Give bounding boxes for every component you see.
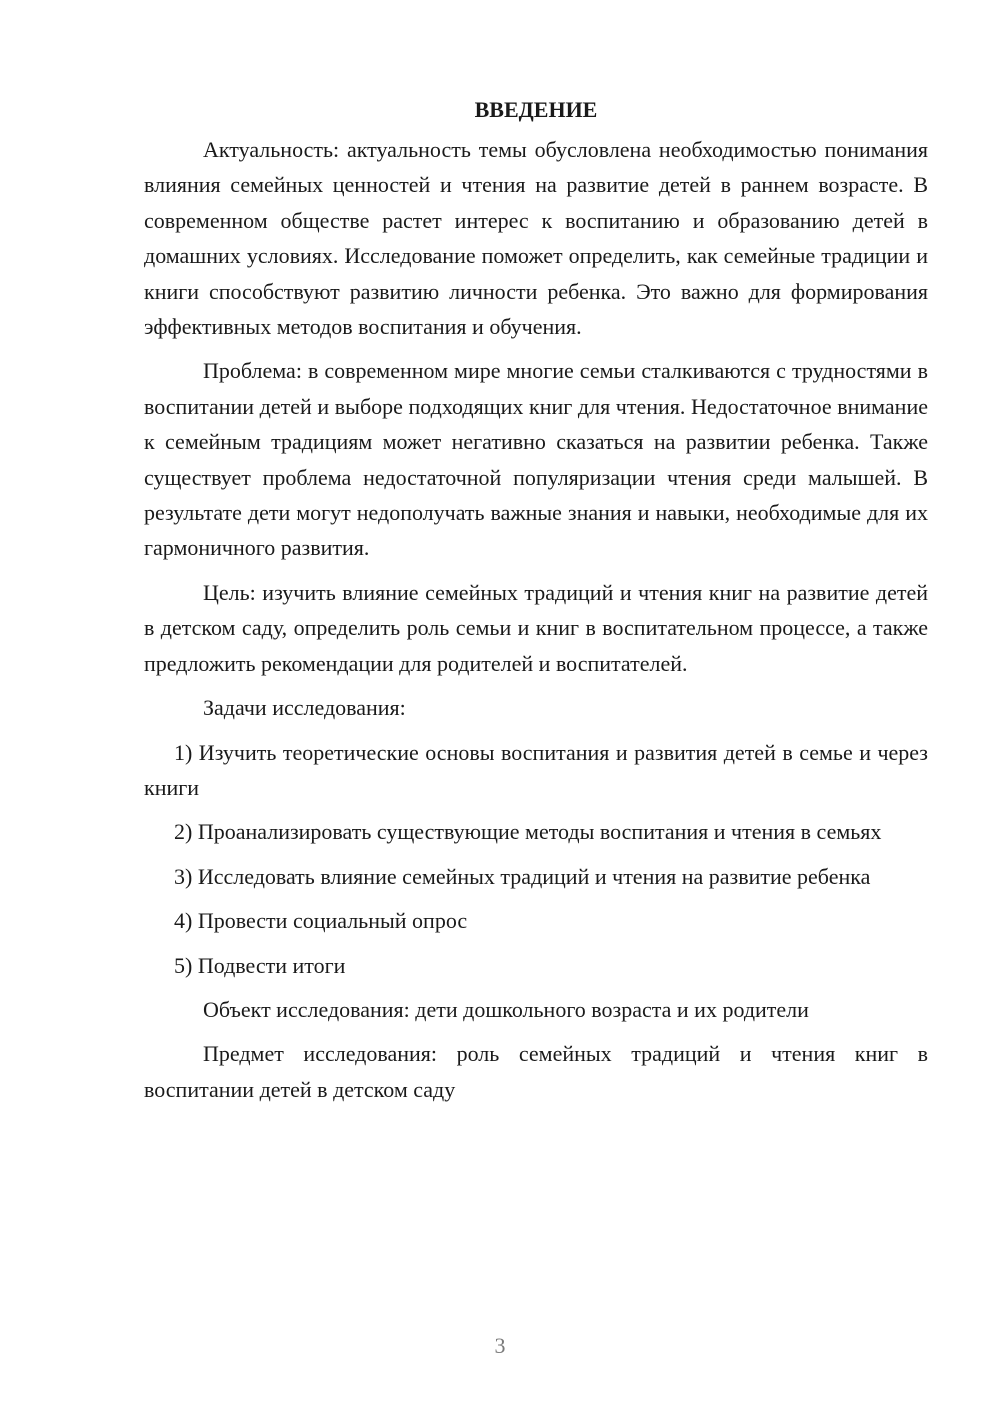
task-item-5: 5) Подвести итоги: [174, 952, 346, 978]
task-item-1: 1) Изучить теоретические основы воспитания и развития детей в семье и через книги: [144, 739, 928, 800]
task-item-3: 3) Исследовать влияние семейных традиций и чтения на развитие ребенка: [174, 863, 871, 889]
page-number: 3: [494, 1333, 506, 1358]
page-content: [144, 92, 928, 1116]
tasks-heading: Задачи исследования:: [203, 695, 406, 721]
section-heading: ВВЕДЕНИЕ: [474, 97, 598, 122]
task-item-2: 2) Проанализировать существующие методы воспитания и чтения в семьях: [174, 819, 882, 845]
goal-paragraph: Цель: изучить влияние семейных традиций и чтения книг на развитие детей в детском саду, определить роль семьи и книг в воспитательном процессе, а также предложить рекомендации для родителей и воспитателей.: [144, 579, 928, 676]
relevance-paragraph: Актуальность: актуальность темы обусловлена необходимостью понимания влияния семейных ценностей и чтения на развитие детей в раннем возрасте. В современном обществе растет интерес к воспитанию и образованию детей в домашних условиях. Исследование поможет определить, как семейные традиции и книги способствуют развитию личности ребенка. Это важно для формирования эффективных методов воспитания и обучения.: [144, 137, 928, 340]
problem-paragraph: Проблема: в современном мире многие семьи сталкиваются с трудностями в воспитании детей и выборе подходящих книг для чтения. Недостаточное внимание к семейным традициям может негативно сказаться на развитии ребенка. Также существует проблема недостаточной популяризации чтения среди малышей. В результате дети могут недополучать важные знания и навыки, необходимые для их гармоничного развития.: [144, 358, 928, 561]
research-subject-paragraph: Предмет исследования: роль семейных традиций и чтения книг в воспитании детей в детском саду: [144, 1041, 928, 1102]
research-object-paragraph: Объект исследования: дети дошкольного возраста и их родители: [203, 996, 809, 1022]
task-item-4: 4) Провести социальный опрос: [174, 908, 468, 934]
